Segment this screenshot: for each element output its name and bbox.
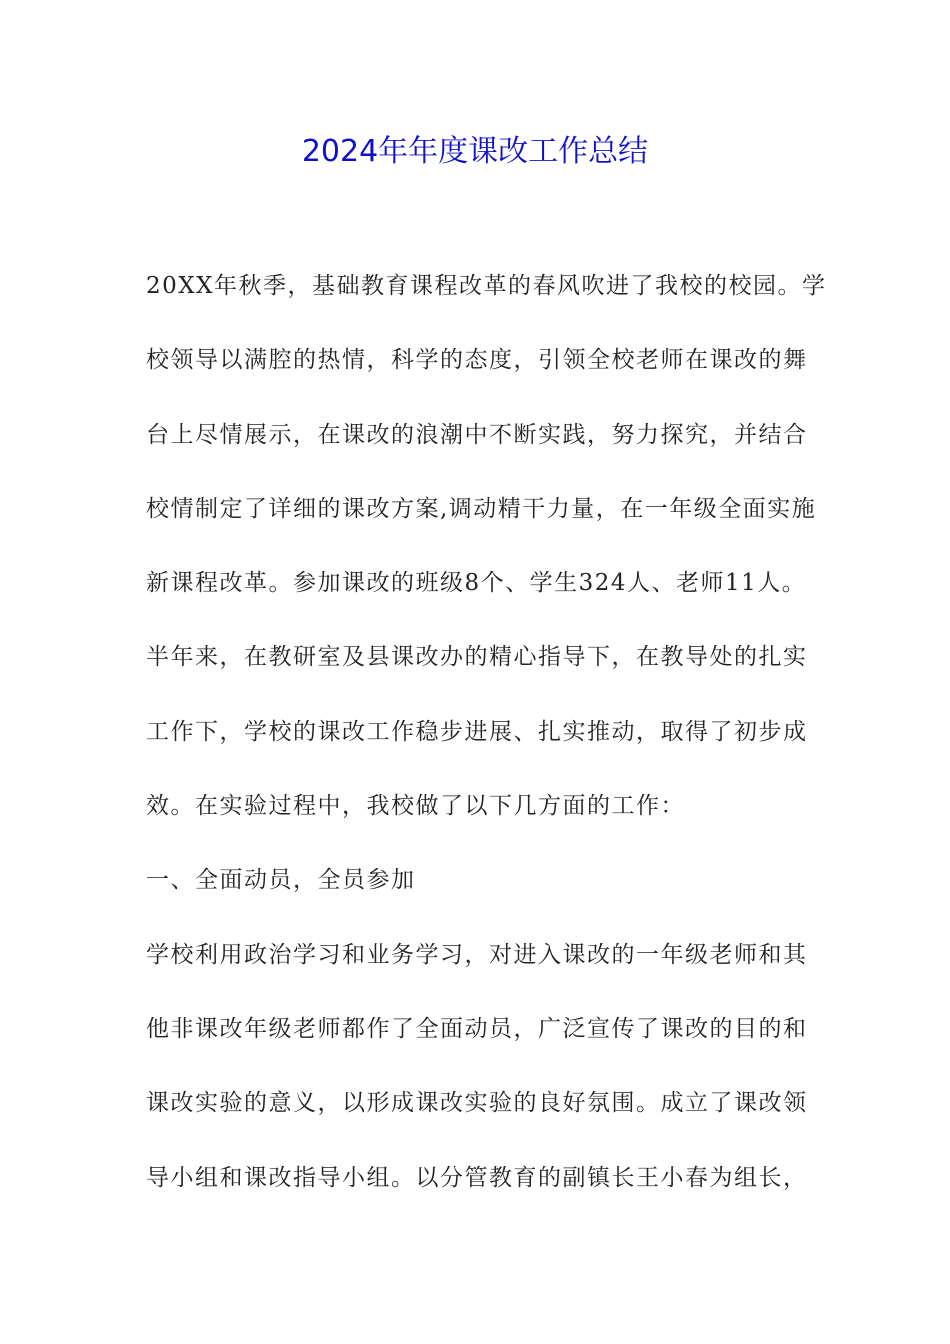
body-line: 效。在实验过程中，我校做了以下几方面的工作： xyxy=(146,793,685,819)
body-line: 工作下，学校的课改工作稳步进展、扎实推动，取得了初步成 xyxy=(146,719,808,745)
body-line: 课改实验的意义，以形成课改实验的良好氛围。成立了课改领 xyxy=(146,1090,808,1116)
section-heading: 一、全面动员，全员参加 xyxy=(146,867,416,893)
body-line: 校领导以满腔的热情，科学的态度，引领全校老师在课改的舞 xyxy=(146,347,808,373)
body-line: 他非课改年级老师都作了全面动员，广泛宣传了课改的目的和 xyxy=(146,1016,808,1042)
body-line: 导小组和课改指导小组。以分管教育的副镇长王小春为组长， xyxy=(146,1165,808,1191)
body-line: 20XX年秋季，基础教育课程改革的春风吹进了我校的校园。学 xyxy=(146,273,827,299)
body-line: 校情制定了详细的课改方案,调动精干力量，在一年级全面实施 xyxy=(146,496,817,522)
body-line: 新课程改革。参加课改的班级8个、学生324人、老师11人。 xyxy=(146,570,807,596)
body-line: 学校利用政治学习和业务学习，对进入课改的一年级老师和其 xyxy=(146,942,808,968)
body-line: 台上尽情展示，在课改的浪潮中不断实践，努力探究，并结合 xyxy=(146,422,808,448)
document-title: 2024年年度课改工作总结 xyxy=(301,134,649,169)
body-line: 半年来，在教研室及县课改办的精心指导下，在教导处的扎实 xyxy=(146,644,808,670)
